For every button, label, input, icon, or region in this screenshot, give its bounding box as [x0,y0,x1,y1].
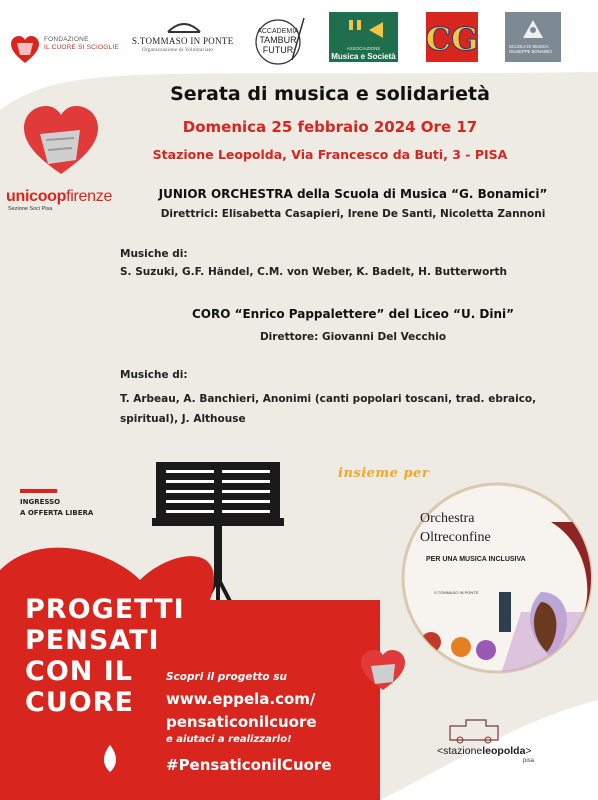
accademia-line1: ACCADEMIA [257,28,299,35]
stommaso-logo-subtitle: Organizzazione di Volontariato [142,48,214,53]
music-label-2: Musiche di: [120,369,188,381]
bridge-icon [166,18,202,34]
choir-director: Direttore: Giovanni Del Vecchio [259,331,447,343]
unicoop-logo: unicoopfirenze [6,188,113,205]
choir-heading: CORO “Enrico Pappalettere” del Liceo “U. Dini” [191,307,515,321]
orchestra-directors: Direttrici: Elisabetta Casapieri, Irene De Santi, Nicoletta Zannoni [160,208,546,220]
campaign-project-link[interactable]: pensaticonilcuore [166,713,317,731]
campaign-help-text: e aiutaci a realizzarlo! [166,734,292,745]
orchestra-name-line1: Orchestra [420,511,475,526]
scuola-musica-logo [505,12,561,62]
orchestra-tagline: PER UNA MUSICA INCLUSIVA [426,556,526,563]
music-label-1: Musiche di: [120,248,188,260]
campaign-hashtag: #PensaticonilCuore [166,756,332,774]
entry-info: INGRESSO A OFFERTA LIBERA [20,498,94,517]
insieme-per-label: insieme per [338,466,430,481]
music-list-1: S. Suzuki, G.F. Händel, C.M. von Weber, K. Badelt, H. Butterworth [120,266,507,278]
melting-heart-icon [18,100,104,184]
trumpet-icon [339,16,389,44]
event-venue: Stazione Leopolda, Via Francesco da Buti, 3 - PISA [152,147,508,162]
orchestra-heading: JUNIOR ORCHESTRA della Scuola di Musica “G. Bonamici” [158,187,548,201]
orchestra-small-text: S.TOMMASO IN PONTE [434,590,479,595]
stazione-leopolda-logo: <stazioneleopolda> [437,745,532,757]
scuola-logo-text: SCUOLA DI MUSICA GIUSEPPE BONAMICI [509,44,553,54]
accademia-line2: TAMBUR [259,35,297,45]
campaign-headline: PROGETTI PENSATI CON IL CUORE [25,594,185,718]
musica-logo-line1: ASSOCIAZIONE [346,46,381,51]
campaign-website-link[interactable]: www.eppela.com/ [166,690,316,708]
accademia-logo [248,14,314,66]
cg-logo [426,12,478,62]
cg-logo-text: CG [425,20,479,58]
fondazione-heart-icon [8,33,42,67]
entry-accent-bar [20,489,57,493]
fondazione-logo-text: FONDAZIONE IL CUORE SI SCIOGLIE [44,36,119,51]
music-list-2: T. Arbeau, A. Banchieri, Anonimi (canti popolari toscani, trad. ebraico, spiritual), J. Althouse [120,393,537,425]
accademia-line3: FUTUR [262,45,294,55]
unicoop-subtitle: Sezione Soci Pisa [8,206,53,212]
event-date: Domenica 25 febbraio 2024 Ore 17 [182,118,478,136]
orchestra-name-line2: Oltreconfine [420,530,491,545]
train-station-icon [446,716,502,744]
melting-heart-small-icon [357,646,409,696]
campaign-discover-text: Scopri il progetto su [166,671,287,683]
stazione-city: pisa [523,758,535,764]
musica-societa-logo [329,12,398,62]
stommaso-logo-title: S.TOMMASO IN PONTE [132,36,234,46]
musica-logo-line2: Musica e Società [331,52,396,61]
event-title: Serata di musica e solidarietà [170,83,490,105]
music-school-icon [519,16,547,42]
